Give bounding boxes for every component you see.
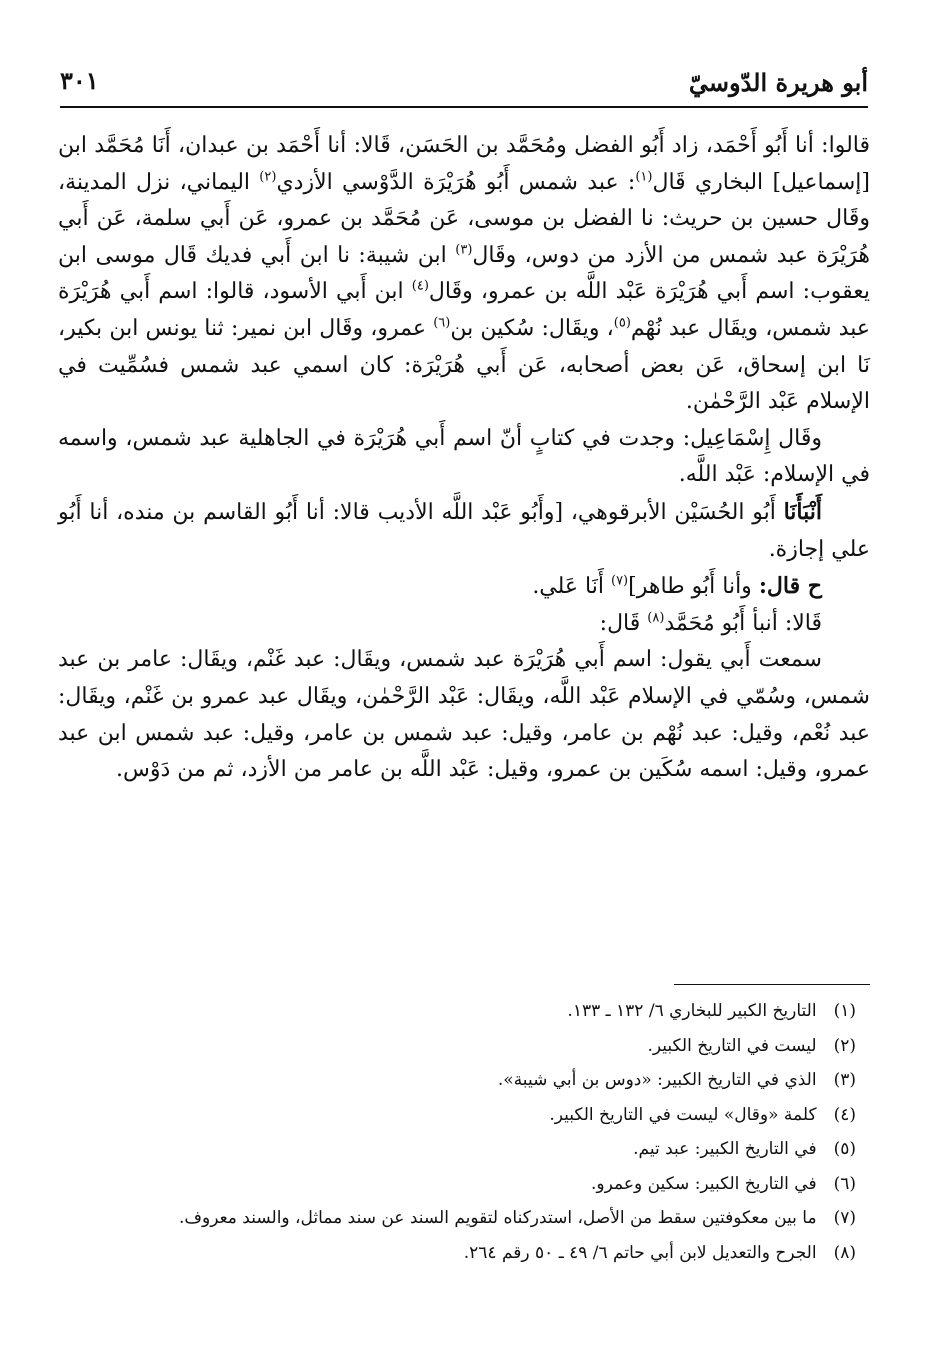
paragraph-3 [58,494,870,568]
footnote-number: (٥) [833,1139,856,1159]
footnote-ref-5: (٥) [613,315,631,331]
footnote-text: التاريخ الكبير للبخاري ٦/ ١٣٢ ـ ١٣٣. [567,1001,817,1021]
text-run: قَال: [599,610,648,636]
footnote [150,1201,856,1236]
footnote-number: (١) [833,1001,856,1021]
footnote-number: (٢) [833,1035,856,1056]
main-text [58,128,870,789]
footnote-text: الذي في التاريخ الكبير: «دوس بن أبي شيبة». [497,1070,817,1090]
paragraph-5 [58,606,870,643]
footnote [150,1098,856,1133]
footnote-ref-6: (٦) [433,315,451,331]
lead-word: أَنْبَأَنَا [783,498,822,525]
footnote-number: (٣) [833,1070,856,1090]
footnote-text: في التاريخ الكبير: سكين وعمرو. [591,1173,817,1194]
footnote [150,994,856,1029]
footnote [150,1236,856,1271]
footnote-ref-8: (٨) [647,610,665,626]
footnotes-list [150,994,856,1270]
footnote-ref-4: (٤) [411,279,429,295]
footnote-number: (٤) [833,1104,856,1125]
footnote [150,1167,856,1202]
footnote-text: ما بين معكوفتين سقط من الأصل، استدركناه لتقويم السند عن سند مماثل، والسند معروف. [178,1208,817,1228]
footnote-text: كلمة «وقال» ليست في التاريخ الكبير. [549,1104,817,1125]
text-run: ابن أَبي الأسود، قالوا: اسم أَبي هُرَيْرَة عبد شمس، ويقَال عبد نُهْم [58,279,870,341]
footnote-text: ليست في التاريخ الكبير. [647,1035,817,1056]
paragraph-2: وقَال إِسْمَاعِيل: وجدت في كتابٍ أنّ اسم أَبي هُرَيْرَة في الجاهلية عبد شمس، واسمه في الإسلام: عَبْد اللَّه. [58,425,870,488]
header-rule [60,106,868,108]
footnote [150,1029,856,1064]
footnote [150,1132,856,1167]
footnote-text: الجرح والتعديل لابن أبي حاتم ٦/ ٤٩ ـ ٥٠ رقم ٢٦٤. [463,1242,817,1263]
lead-word: ح قال: [758,573,822,600]
footnote-ref-2: (٢) [259,169,277,185]
text-run: عمرو، وقَال ابن نمير: ثنا يونس ابن بكير، نَا ابن إسحاق، عَن بعض أصحابه، عَن أَبي هُرَيْرَة: كان اسمي عبد شمس فسُمِّيت في الإسلام عَبْد الرَّحْمٰن. [58,315,870,415]
text-run: : عبد شمس أَبُو هُرَيْرَة الدَّوْسي الأزدي [276,169,636,195]
text-run: ابن شيبة: نا ابن أَبي فديك قَال موسى ابن يعقوب: اسم أَبي هُرَيْرَة عَبْد اللَّه بن عمرو، وقَال [58,242,871,305]
paragraph-4 [58,568,870,606]
footnote-number: (٧) [833,1208,856,1228]
text-run: قَالا: أنبأ أَبُو مُحَمَّد [664,610,822,636]
footnote-ref-7: (٧) [610,573,629,589]
footnote [150,1063,856,1098]
running-title: أبو هريرة الدّوسيّ [688,68,868,97]
page-header [60,64,868,108]
footnote-number: (٨) [833,1242,856,1263]
footnote-ref-3: (٣) [455,242,473,258]
text-run: أَنَا عَلي. [532,574,611,600]
paragraph-6: سمعت أَبي يقول: اسم أَبي هُرَيْرَة عبد شمس، ويقَال: عبد غَنْم، ويقَال: عامر بن عبد شمس، وسُمّي في الإسلام عَبْد اللَّه، ويقَال: عَبْد الرَّحْمٰن، ويقَال عبد عمرو بن غَنْم، ويقَال: عبد نُعْم، وقيل: عبد نُهْم بن عامر، وقيل: عبد شمس بن عامر، وقيل: عبد شمس ابن عبد عمرو، وقيل: اسمه سُكَين بن عمرو، وقيل: عَبْد اللَّه بن عامر من الأزد، ثم من دَوْس. [58,647,870,783]
text-run: اليماني، نزل المدينة، وقَال حسين بن حريث: نا الفضل بن موسى، عَن مُحَمَّد بن عمرو، عَن أَبي سلمة، عَن أَبي هُرَيْرَة عبد شمس من الأزد من دوس، وقَال [58,169,870,268]
text-run: ، ويقَال: سُكين بن [450,315,614,341]
text-run: وأنا أَبُو طاهر] [628,574,759,600]
page-number: ٣٠١ [60,66,99,95]
text-run: أَبُو الحُسَيْن الأبرقوهي، [وأَبُو عَبْد اللَّه الأديب قالا: أنا أَبُو القاسم بن منده، أنا أَبُو علي إجازة. [58,499,870,562]
paragraph-1 [58,128,870,421]
footnote-text: في التاريخ الكبير: عبد تيم. [633,1139,817,1159]
footnote-separator [674,984,870,985]
footnote-number: (٦) [833,1173,856,1194]
text-run: قالوا: أنا أَبُو أَحْمَد، زاد أَبُو الفضل ومُحَمَّد بن الحَسَن، قَالا: أنا أَحْمَد بن عبدان، أَنَا مُحَمَّد ابن [إسماعيل] البخاري قَال [58,133,871,195]
footnote-ref-1: (١) [635,169,653,185]
